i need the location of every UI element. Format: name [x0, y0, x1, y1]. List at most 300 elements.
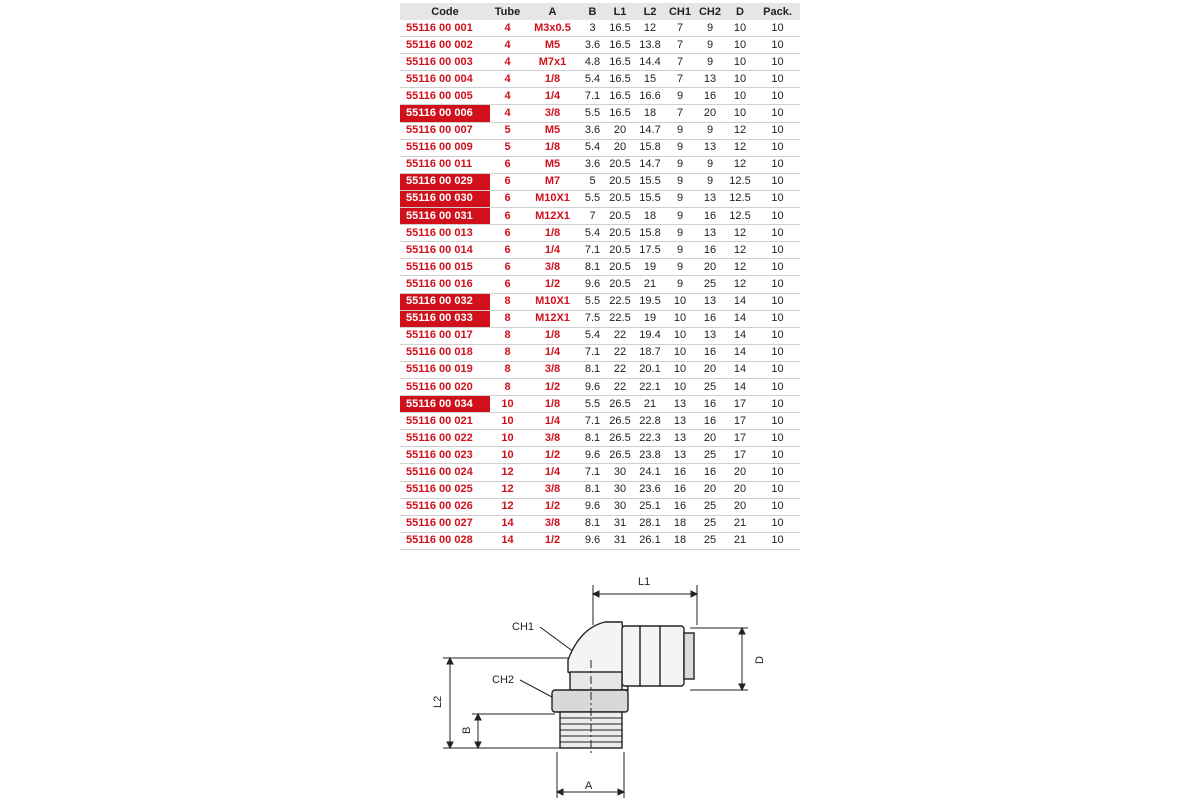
table-row [400, 139, 800, 156]
cell-ch1: 10 [665, 361, 695, 378]
cell-ch1: 18 [665, 515, 695, 532]
cell-b: 9.6 [580, 378, 605, 395]
cell-ch2: 25 [695, 532, 725, 549]
cell-ch2: 20 [695, 430, 725, 447]
cell-b: 5 [580, 173, 605, 190]
cell-ch1: 7 [665, 105, 695, 122]
cell-l1: 26.5 [605, 430, 635, 447]
cell-l2: 17.5 [635, 242, 665, 259]
cell-code: 55116 00 016 [400, 276, 490, 293]
cell-ch2: 25 [695, 515, 725, 532]
cell-d: 12 [725, 276, 755, 293]
cell-ch1: 9 [665, 156, 695, 173]
cell-l2: 18.7 [635, 344, 665, 361]
cell-tube: 8 [490, 293, 525, 310]
cell-d: 17 [725, 413, 755, 430]
cell-ch2: 20 [695, 259, 725, 276]
cell-a: M5 [525, 156, 580, 173]
cell-a: M10X1 [525, 293, 580, 310]
table-row [400, 413, 800, 430]
cell-l2: 15.8 [635, 225, 665, 242]
cell-l1: 20.5 [605, 190, 635, 207]
column-header: CH2 [695, 3, 725, 20]
cell-l1: 22 [605, 361, 635, 378]
cell-l1: 26.5 [605, 447, 635, 464]
cell-tube: 10 [490, 430, 525, 447]
cell-ch2: 9 [695, 20, 725, 37]
cell-b: 9.6 [580, 276, 605, 293]
cell-tube: 8 [490, 310, 525, 327]
cell-l1: 20.5 [605, 173, 635, 190]
cell-ch1: 13 [665, 413, 695, 430]
fitting-body [552, 622, 694, 755]
cell-ch1: 10 [665, 327, 695, 344]
cell-ch2: 16 [695, 242, 725, 259]
cell-l1: 22 [605, 327, 635, 344]
cell-tube: 4 [490, 105, 525, 122]
cell-tube: 12 [490, 498, 525, 515]
cell-pack: 10 [755, 327, 800, 344]
cell-a: 1/8 [525, 71, 580, 88]
table-row [400, 430, 800, 447]
column-header: L1 [605, 3, 635, 20]
cell-tube: 10 [490, 413, 525, 430]
cell-code: 55116 00 007 [400, 122, 490, 139]
table-row [400, 37, 800, 54]
cell-ch2: 20 [695, 105, 725, 122]
cell-code: 55116 00 020 [400, 378, 490, 395]
cell-ch2: 13 [695, 293, 725, 310]
cell-b: 8.1 [580, 430, 605, 447]
cell-l1: 30 [605, 464, 635, 481]
cell-l2: 22.3 [635, 430, 665, 447]
cell-l1: 31 [605, 532, 635, 549]
cell-pack: 10 [755, 344, 800, 361]
cell-ch1: 9 [665, 88, 695, 105]
cell-d: 20 [725, 481, 755, 498]
cell-b: 7.1 [580, 464, 605, 481]
cell-ch2: 13 [695, 139, 725, 156]
cell-d: 14 [725, 327, 755, 344]
cell-b: 8.1 [580, 515, 605, 532]
cell-tube: 10 [490, 396, 525, 413]
label-a: A [585, 780, 593, 792]
cell-l1: 16.5 [605, 71, 635, 88]
cell-l2: 22.8 [635, 413, 665, 430]
cell-l1: 20 [605, 122, 635, 139]
cell-ch2: 16 [695, 88, 725, 105]
table-header-row [400, 3, 800, 20]
cell-pack: 10 [755, 259, 800, 276]
cell-b: 8.1 [580, 361, 605, 378]
cell-ch2: 16 [695, 396, 725, 413]
cell-ch1: 10 [665, 378, 695, 395]
cell-b: 3.6 [580, 37, 605, 54]
table-row [400, 396, 800, 413]
cell-l1: 22.5 [605, 293, 635, 310]
cell-b: 7.1 [580, 344, 605, 361]
column-header: Code [400, 3, 490, 20]
cell-tube: 8 [490, 378, 525, 395]
cell-ch2: 16 [695, 344, 725, 361]
cell-ch1: 7 [665, 20, 695, 37]
table-row [400, 105, 800, 122]
label-d: D [754, 656, 766, 664]
table-row [400, 225, 800, 242]
cell-b: 5.5 [580, 293, 605, 310]
table-body [400, 20, 800, 549]
cell-tube: 12 [490, 464, 525, 481]
cell-code: 55116 00 005 [400, 88, 490, 105]
cell-d: 12.5 [725, 190, 755, 207]
cell-a: M7x1 [525, 54, 580, 71]
cell-b: 5.4 [580, 139, 605, 156]
cell-d: 21 [725, 515, 755, 532]
cell-ch1: 13 [665, 430, 695, 447]
table-row [400, 54, 800, 71]
cell-tube: 10 [490, 447, 525, 464]
cell-l2: 15.5 [635, 173, 665, 190]
cell-code: 55116 00 032 [400, 293, 490, 310]
label-l2: L2 [432, 695, 444, 708]
cell-d: 12 [725, 242, 755, 259]
column-header: A [525, 3, 580, 20]
column-header: B [580, 3, 605, 20]
cell-d: 17 [725, 430, 755, 447]
cell-d: 21 [725, 532, 755, 549]
cell-l2: 14.7 [635, 122, 665, 139]
table-row [400, 88, 800, 105]
cell-l1: 16.5 [605, 105, 635, 122]
table-row [400, 259, 800, 276]
cell-a: 1/4 [525, 464, 580, 481]
cell-d: 10 [725, 105, 755, 122]
cell-code: 55116 00 028 [400, 532, 490, 549]
cell-d: 10 [725, 20, 755, 37]
cell-d: 12 [725, 225, 755, 242]
cell-pack: 10 [755, 396, 800, 413]
cell-b: 8.1 [580, 481, 605, 498]
cell-pack: 10 [755, 310, 800, 327]
cell-a: 1/4 [525, 413, 580, 430]
cell-tube: 12 [490, 481, 525, 498]
cell-l1: 16.5 [605, 37, 635, 54]
column-header: D [725, 3, 755, 20]
table-row [400, 532, 800, 549]
table-row [400, 361, 800, 378]
column-header: Tube [490, 3, 525, 20]
cell-tube: 4 [490, 71, 525, 88]
table-row [400, 310, 800, 327]
cell-a: 3/8 [525, 105, 580, 122]
table-row [400, 190, 800, 207]
cell-l2: 22.1 [635, 378, 665, 395]
cell-b: 5.4 [580, 71, 605, 88]
cell-b: 7 [580, 208, 605, 225]
cell-l2: 18 [635, 105, 665, 122]
cell-ch1: 10 [665, 344, 695, 361]
cell-tube: 8 [490, 361, 525, 378]
cell-d: 17 [725, 447, 755, 464]
cell-ch2: 25 [695, 378, 725, 395]
cell-ch1: 9 [665, 208, 695, 225]
cell-tube: 5 [490, 139, 525, 156]
cell-code: 55116 00 015 [400, 259, 490, 276]
cell-a: M7 [525, 173, 580, 190]
cell-d: 10 [725, 88, 755, 105]
cell-ch1: 10 [665, 310, 695, 327]
cell-l1: 20 [605, 139, 635, 156]
spec-table [400, 3, 800, 550]
cell-b: 4.8 [580, 54, 605, 71]
cell-ch2: 16 [695, 413, 725, 430]
column-header: Pack. [755, 3, 800, 20]
cell-a: M5 [525, 37, 580, 54]
cell-l1: 20.5 [605, 259, 635, 276]
cell-a: 3/8 [525, 430, 580, 447]
cell-pack: 10 [755, 532, 800, 549]
cell-ch2: 13 [695, 327, 725, 344]
cell-b: 7.5 [580, 310, 605, 327]
cell-a: M12X1 [525, 310, 580, 327]
table-row [400, 481, 800, 498]
cell-l2: 25.1 [635, 498, 665, 515]
cell-d: 10 [725, 54, 755, 71]
cell-pack: 10 [755, 54, 800, 71]
cell-d: 14 [725, 344, 755, 361]
cell-l2: 23.8 [635, 447, 665, 464]
label-b: B [461, 726, 473, 734]
cell-a: 1/2 [525, 378, 580, 395]
cell-ch1: 9 [665, 242, 695, 259]
cell-pack: 10 [755, 498, 800, 515]
cell-a: 1/2 [525, 498, 580, 515]
cell-ch1: 9 [665, 122, 695, 139]
cell-pack: 10 [755, 225, 800, 242]
label-l1: L1 [638, 576, 651, 588]
cell-b: 7.1 [580, 242, 605, 259]
cell-tube: 6 [490, 276, 525, 293]
cell-l2: 23.6 [635, 481, 665, 498]
column-header: L2 [635, 3, 665, 20]
cell-code: 55116 00 031 [400, 208, 490, 225]
cell-b: 3.6 [580, 156, 605, 173]
cell-ch2: 16 [695, 208, 725, 225]
cell-l2: 26.1 [635, 532, 665, 549]
ch2-leader [520, 680, 552, 697]
cell-tube: 6 [490, 259, 525, 276]
cell-tube: 4 [490, 54, 525, 71]
cell-tube: 8 [490, 344, 525, 361]
cell-a: M5 [525, 122, 580, 139]
cell-ch1: 7 [665, 37, 695, 54]
cell-b: 5.4 [580, 225, 605, 242]
cell-l1: 31 [605, 515, 635, 532]
cell-ch2: 9 [695, 37, 725, 54]
cell-l2: 12 [635, 20, 665, 37]
cell-ch2: 9 [695, 156, 725, 173]
cell-ch1: 9 [665, 173, 695, 190]
cell-b: 5.5 [580, 105, 605, 122]
cell-code: 55116 00 018 [400, 344, 490, 361]
cell-pack: 10 [755, 413, 800, 430]
cell-l1: 20.5 [605, 208, 635, 225]
cell-b: 3 [580, 20, 605, 37]
cell-pack: 10 [755, 71, 800, 88]
cell-a: 3/8 [525, 259, 580, 276]
cell-l1: 16.5 [605, 54, 635, 71]
cell-d: 12 [725, 139, 755, 156]
cell-tube: 6 [490, 173, 525, 190]
cell-l2: 19 [635, 310, 665, 327]
cell-l2: 19.5 [635, 293, 665, 310]
cell-a: 1/2 [525, 447, 580, 464]
cell-ch2: 9 [695, 54, 725, 71]
table-row [400, 20, 800, 37]
cell-l2: 16.6 [635, 88, 665, 105]
cell-d: 12 [725, 259, 755, 276]
cell-l1: 20.5 [605, 276, 635, 293]
cell-l1: 30 [605, 481, 635, 498]
cell-code: 55116 00 003 [400, 54, 490, 71]
cell-code: 55116 00 011 [400, 156, 490, 173]
cell-d: 20 [725, 464, 755, 481]
cell-ch1: 16 [665, 498, 695, 515]
cell-l2: 21 [635, 396, 665, 413]
cell-l2: 14.4 [635, 54, 665, 71]
cell-l1: 20.5 [605, 242, 635, 259]
cell-b: 5.5 [580, 396, 605, 413]
cell-b: 9.6 [580, 498, 605, 515]
cell-l2: 13.8 [635, 37, 665, 54]
cell-l1: 22.5 [605, 310, 635, 327]
cell-code: 55116 00 023 [400, 447, 490, 464]
cell-l2: 18 [635, 208, 665, 225]
cell-code: 55116 00 001 [400, 20, 490, 37]
cell-ch2: 13 [695, 71, 725, 88]
cell-code: 55116 00 019 [400, 361, 490, 378]
table-row [400, 378, 800, 395]
cell-a: 1/4 [525, 242, 580, 259]
cell-b: 7.1 [580, 88, 605, 105]
cell-a: 1/4 [525, 88, 580, 105]
cell-pack: 10 [755, 378, 800, 395]
cell-code: 55116 00 021 [400, 413, 490, 430]
cell-d: 12.5 [725, 208, 755, 225]
cell-pack: 10 [755, 88, 800, 105]
cell-pack: 10 [755, 293, 800, 310]
cell-d: 12 [725, 156, 755, 173]
cell-pack: 10 [755, 430, 800, 447]
table-row [400, 242, 800, 259]
cell-code: 55116 00 026 [400, 498, 490, 515]
cell-b: 9.6 [580, 532, 605, 549]
cell-d: 14 [725, 310, 755, 327]
table-row [400, 173, 800, 190]
cell-b: 5.5 [580, 190, 605, 207]
cell-ch1: 9 [665, 190, 695, 207]
cell-l2: 28.1 [635, 515, 665, 532]
cell-d: 14 [725, 293, 755, 310]
cell-l1: 16.5 [605, 20, 635, 37]
cell-ch2: 20 [695, 481, 725, 498]
cell-l1: 22 [605, 344, 635, 361]
cell-pack: 10 [755, 464, 800, 481]
cell-code: 55116 00 029 [400, 173, 490, 190]
cell-ch2: 20 [695, 361, 725, 378]
cell-code: 55116 00 006 [400, 105, 490, 122]
cell-ch2: 13 [695, 225, 725, 242]
cell-a: 3/8 [525, 481, 580, 498]
cell-pack: 10 [755, 447, 800, 464]
cell-a: 3/8 [525, 361, 580, 378]
cell-code: 55116 00 004 [400, 71, 490, 88]
cell-tube: 14 [490, 515, 525, 532]
cell-code: 55116 00 022 [400, 430, 490, 447]
table-row [400, 498, 800, 515]
cell-code: 55116 00 034 [400, 396, 490, 413]
cell-code: 55116 00 002 [400, 37, 490, 54]
cell-a: M10X1 [525, 190, 580, 207]
cell-ch1: 13 [665, 447, 695, 464]
cell-a: 1/4 [525, 344, 580, 361]
cell-l2: 20.1 [635, 361, 665, 378]
label-ch2: CH2 [492, 674, 515, 686]
table-row [400, 122, 800, 139]
cell-b: 7.1 [580, 413, 605, 430]
cell-pack: 10 [755, 361, 800, 378]
table-row [400, 344, 800, 361]
cell-l1: 20.5 [605, 156, 635, 173]
cell-pack: 10 [755, 276, 800, 293]
cell-pack: 10 [755, 242, 800, 259]
cell-b: 3.6 [580, 122, 605, 139]
cell-ch1: 7 [665, 71, 695, 88]
cell-pack: 10 [755, 481, 800, 498]
cell-code: 55116 00 014 [400, 242, 490, 259]
cell-l2: 15 [635, 71, 665, 88]
cell-ch1: 13 [665, 396, 695, 413]
cell-pack: 10 [755, 139, 800, 156]
cell-code: 55116 00 025 [400, 481, 490, 498]
label-ch1: CH1 [512, 621, 535, 633]
cell-ch2: 16 [695, 310, 725, 327]
cell-pack: 10 [755, 37, 800, 54]
cell-d: 10 [725, 37, 755, 54]
table-row [400, 327, 800, 344]
cell-ch2: 25 [695, 498, 725, 515]
cell-pack: 10 [755, 515, 800, 532]
cell-ch2: 25 [695, 276, 725, 293]
cell-ch1: 10 [665, 293, 695, 310]
cell-l1: 20.5 [605, 225, 635, 242]
cell-tube: 6 [490, 208, 525, 225]
table-row [400, 156, 800, 173]
cell-code: 55116 00 024 [400, 464, 490, 481]
cell-pack: 10 [755, 173, 800, 190]
cell-a: M3x0.5 [525, 20, 580, 37]
cell-code: 55116 00 027 [400, 515, 490, 532]
cell-ch1: 9 [665, 259, 695, 276]
cell-d: 12 [725, 122, 755, 139]
cell-d: 14 [725, 378, 755, 395]
fitting-technical-drawing [420, 565, 780, 800]
cell-b: 5.4 [580, 327, 605, 344]
cell-tube: 6 [490, 242, 525, 259]
cell-ch2: 16 [695, 464, 725, 481]
cell-pack: 10 [755, 122, 800, 139]
cell-l2: 15.8 [635, 139, 665, 156]
